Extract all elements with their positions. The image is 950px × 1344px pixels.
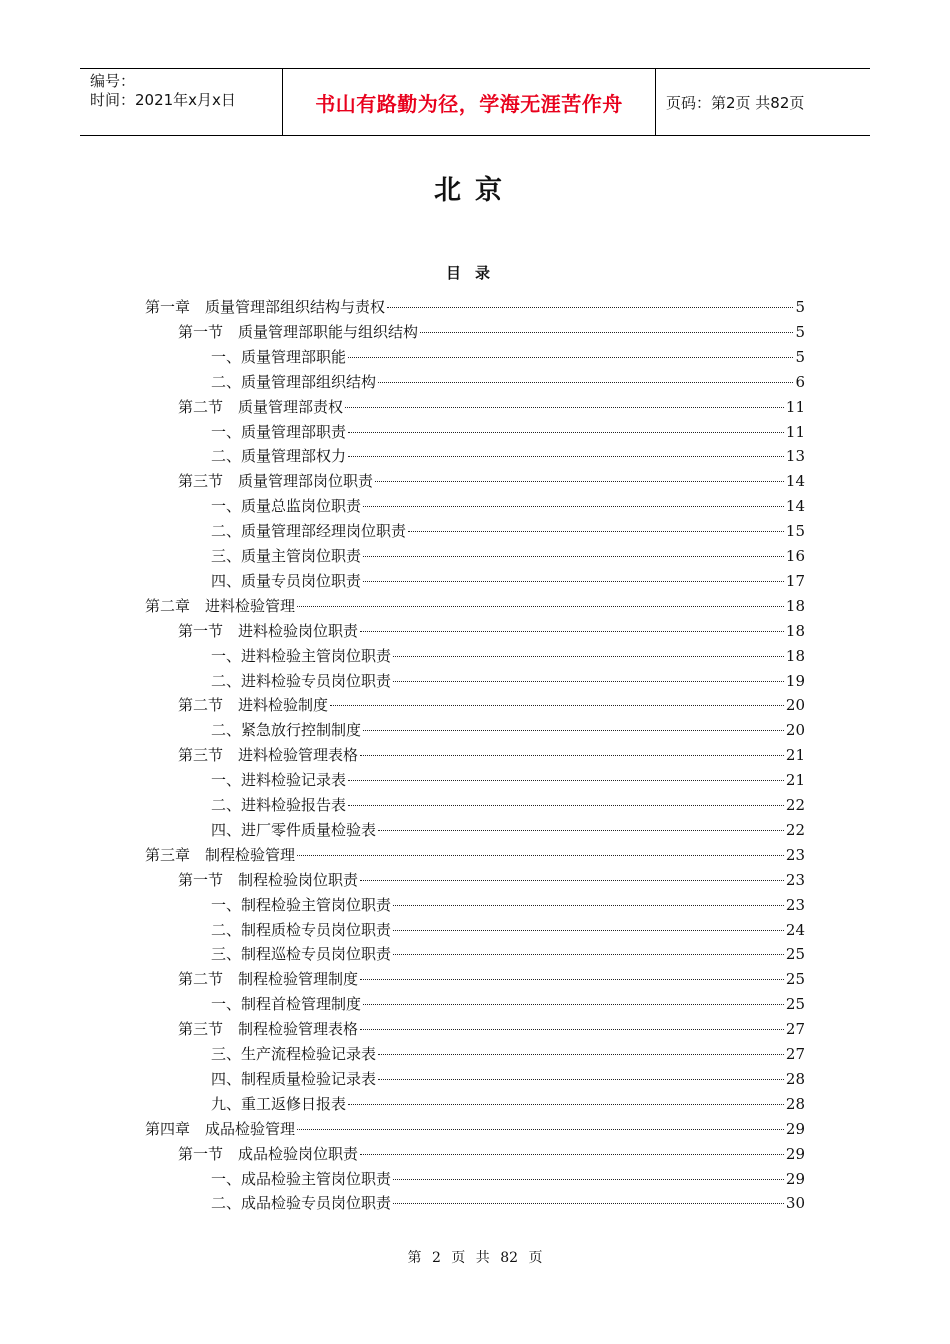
toc-entry[interactable]: [211, 520, 805, 542]
toc-entry-page: 22: [785, 820, 805, 839]
toc-entry-label: 第三节 进料检验管理表格: [178, 746, 359, 765]
toc-entry[interactable]: [211, 495, 805, 517]
toc-dot-leader: [393, 1179, 784, 1180]
toc-entry-label: 第二节 质量管理部责权: [178, 397, 344, 416]
toc-dot-leader: [363, 730, 784, 731]
header-motto: 书山有路勤为径，学海无涯苦作舟: [282, 69, 656, 135]
toc-entry-page: 22: [785, 796, 805, 814]
toc-entry[interactable]: [145, 1118, 805, 1140]
toc-entry-page: 20: [785, 696, 805, 715]
toc-dot-leader: [360, 880, 784, 881]
toc-entry[interactable]: [211, 894, 805, 916]
toc-entry-page: 18: [785, 596, 805, 615]
toc-entry-label: 一、进料检验主管岗位职责: [211, 646, 392, 665]
toc-entry-page: 29: [785, 1169, 805, 1188]
toc-dot-leader: [378, 382, 793, 383]
toc-entry-page: 20: [785, 721, 805, 740]
toc-entry-label: 一、制程首检管理制度: [211, 995, 362, 1014]
toc-entry[interactable]: [145, 296, 805, 318]
toc-entry-label: 四、制程质量检验记录表: [211, 1069, 377, 1088]
toc-dot-leader: [393, 930, 784, 931]
toc-entry-page: 13: [785, 447, 805, 466]
toc-entry[interactable]: [178, 869, 805, 891]
toc-entry[interactable]: [178, 321, 805, 343]
toc-entry-page: 27: [785, 1020, 805, 1039]
document-number-label: 编号：: [90, 72, 136, 90]
toc-entry-page: 25: [785, 945, 805, 964]
toc-dot-leader: [375, 481, 784, 482]
toc-dot-leader: [348, 805, 784, 806]
toc-entry-page: 23: [785, 895, 805, 914]
toc-entry-page: 5: [795, 322, 805, 341]
toc-entry-page: 23: [785, 845, 805, 864]
toc-entry[interactable]: [178, 620, 805, 642]
toc-entry[interactable]: [211, 645, 805, 667]
toc-entry[interactable]: [178, 470, 805, 492]
toc-entry[interactable]: [211, 545, 805, 567]
toc-entry[interactable]: [211, 719, 805, 741]
toc-entry[interactable]: [211, 570, 805, 592]
toc-entry-page: 18: [785, 621, 805, 640]
toc-dot-leader: [378, 1054, 784, 1055]
toc-entry[interactable]: [211, 371, 805, 393]
toc-entry-label: 第一节 成品检验岗位职责: [178, 1144, 359, 1163]
toc-entry-page: 29: [785, 1144, 805, 1163]
toc-entry-page: 21: [785, 746, 805, 765]
toc-dot-leader: [393, 954, 784, 955]
toc-entry-label: 二、质量管理部经理岗位职责: [211, 522, 407, 541]
toc-entry-label: 第三章 制程检验管理: [145, 845, 296, 864]
toc-dot-leader: [330, 705, 784, 706]
toc-entry-label: 一、质量管理部职责: [211, 422, 347, 441]
toc-entry-label: 一、进料检验记录表: [211, 771, 347, 790]
toc-dot-leader: [393, 681, 784, 682]
toc-dot-leader: [297, 855, 784, 856]
toc-entry-label: 一、制程检验主管岗位职责: [211, 895, 392, 914]
toc-entry-page: 25: [785, 995, 805, 1014]
toc-dot-leader: [360, 1029, 784, 1030]
toc-entry[interactable]: [211, 1168, 805, 1190]
toc-dot-leader: [348, 357, 793, 358]
toc-entry[interactable]: [145, 844, 805, 866]
toc-entry[interactable]: [211, 1068, 805, 1090]
toc-entry-label: 二、成品检验专员岗位职责: [211, 1194, 392, 1213]
toc-entry-page: 17: [785, 571, 805, 590]
toc-entry-page: 11: [785, 422, 805, 441]
page-header: [80, 68, 870, 136]
toc-dot-leader: [360, 1154, 784, 1155]
toc-dot-leader: [348, 432, 784, 433]
toc-entry[interactable]: [178, 744, 805, 766]
toc-dot-leader: [378, 1079, 784, 1080]
toc-entry-label: 二、制程质检专员岗位职责: [211, 920, 392, 939]
toc-dot-leader: [360, 755, 784, 756]
toc-dot-leader: [348, 780, 784, 781]
toc-dot-leader: [363, 506, 784, 507]
toc-entry-label: 第一节 质量管理部职能与组织结构: [178, 322, 419, 341]
toc-entry-page: 5: [795, 347, 805, 366]
toc-entry-label: 三、生产流程检验记录表: [211, 1045, 377, 1063]
toc-entry-page: 24: [785, 920, 805, 939]
toc-entry-page: 18: [785, 646, 805, 665]
toc-entry-label: 第一节 制程检验岗位职责: [178, 870, 359, 889]
page-footer: 第 2 页 共 82 页: [407, 1250, 543, 1266]
toc-entry-label: 第三节 质量管理部岗位职责: [178, 472, 374, 491]
toc-entry-label: 三、制程巡检专员岗位职责: [211, 945, 392, 964]
toc-entry[interactable]: [211, 421, 805, 443]
header-meta: [80, 69, 282, 135]
toc-entry-page: 23: [785, 870, 805, 889]
toc-entry-page: 21: [785, 771, 805, 790]
toc-entry[interactable]: [211, 1192, 805, 1214]
toc-entry-label: 一、质量总监岗位职责: [211, 497, 362, 516]
toc-entry[interactable]: [211, 346, 805, 368]
toc-entry-page: 6: [795, 372, 805, 391]
toc-entry-page: 14: [785, 497, 805, 516]
toc-dot-leader: [360, 979, 784, 980]
toc-entry-page: 25: [785, 970, 805, 989]
toc-entry-page: 16: [785, 547, 805, 565]
toc-entry-label: 第二章 进料检验管理: [145, 596, 296, 615]
toc-dot-leader: [387, 307, 793, 308]
toc-dot-leader: [297, 606, 784, 607]
toc-entry-page: 28: [785, 1094, 805, 1113]
document-time-label: 时间：2021年x月x日: [90, 91, 236, 109]
toc-entry[interactable]: [211, 1043, 805, 1065]
toc-entry-label: 一、成品检验主管岗位职责: [211, 1169, 392, 1188]
toc-entry[interactable]: [211, 1093, 805, 1115]
toc-entry[interactable]: [211, 445, 805, 467]
toc-dot-leader: [363, 556, 784, 557]
toc-entry-label: 三、质量主管岗位职责: [211, 547, 362, 565]
toc-entry[interactable]: [211, 919, 805, 941]
toc-heading: 目录: [445, 264, 504, 282]
toc-entry-label: 第一节 进料检验岗位职责: [178, 621, 359, 640]
toc-entry-label: 二、质量管理部组织结构: [211, 372, 377, 391]
toc-entry-label: 九、重工返修日报表: [211, 1094, 347, 1113]
toc-entry[interactable]: [211, 794, 805, 816]
toc-dot-leader: [378, 830, 784, 831]
toc-entry[interactable]: [211, 943, 805, 965]
toc-dot-leader: [360, 631, 784, 632]
toc-dot-leader: [393, 1203, 784, 1204]
toc-dot-leader: [297, 1129, 784, 1130]
toc-entry-page: 19: [785, 671, 805, 690]
toc-dot-leader: [348, 456, 784, 457]
toc-entry[interactable]: [211, 819, 805, 841]
toc-entry[interactable]: [145, 595, 805, 617]
toc-dot-leader: [363, 1004, 784, 1005]
toc-entry-label: 二、进料检验报告表: [211, 796, 347, 814]
document-title: 北京: [434, 175, 516, 206]
toc-entry-label: 第二节 进料检验制度: [178, 696, 329, 715]
toc-entry-label: 第二节 制程检验管理制度: [178, 970, 359, 989]
toc-entry-page: 29: [785, 1119, 805, 1138]
toc-entry-label: 第四章 成品检验管理: [145, 1119, 296, 1138]
toc-entry[interactable]: [178, 1018, 805, 1040]
toc-entry-label: 第一章 质量管理部组织结构与责权: [145, 298, 386, 316]
toc-entry-label: 二、质量管理部权力: [211, 447, 347, 466]
toc-entry-page: 14: [785, 472, 805, 491]
toc-dot-leader: [420, 332, 793, 333]
toc-dot-leader: [345, 407, 784, 408]
toc-entry[interactable]: [178, 1143, 805, 1165]
toc-entry-label: 四、质量专员岗位职责: [211, 571, 362, 590]
toc-entry-label: 一、质量管理部职能: [211, 347, 347, 366]
toc-dot-leader: [408, 531, 784, 532]
toc-dot-leader: [363, 581, 784, 582]
toc-entry[interactable]: [178, 396, 805, 418]
toc-entry[interactable]: [178, 694, 805, 716]
toc-dot-leader: [393, 905, 784, 906]
toc-entry[interactable]: [211, 993, 805, 1015]
header-page-info: 页码：第2页 共82页: [666, 93, 805, 112]
toc-entry[interactable]: [178, 968, 805, 990]
toc-entry-page: 27: [785, 1045, 805, 1063]
toc-entry-label: 二、进料检验专员岗位职责: [211, 671, 392, 690]
toc-entry-page: 11: [785, 397, 805, 416]
toc-entry-label: 第三节 制程检验管理表格: [178, 1020, 359, 1039]
toc-entry-page: 28: [785, 1069, 805, 1088]
toc-dot-leader: [348, 1104, 784, 1105]
toc-entry-label: 四、进厂零件质量检验表: [211, 820, 377, 839]
toc-dot-leader: [393, 656, 784, 657]
toc-entry-page: 5: [795, 298, 805, 316]
toc-entry-label: 二、紧急放行控制制度: [211, 721, 362, 740]
toc-entry-page: 15: [785, 522, 805, 541]
toc-entry[interactable]: [211, 769, 805, 791]
toc-entry-page: 30: [785, 1194, 805, 1213]
toc-entry[interactable]: [211, 670, 805, 692]
